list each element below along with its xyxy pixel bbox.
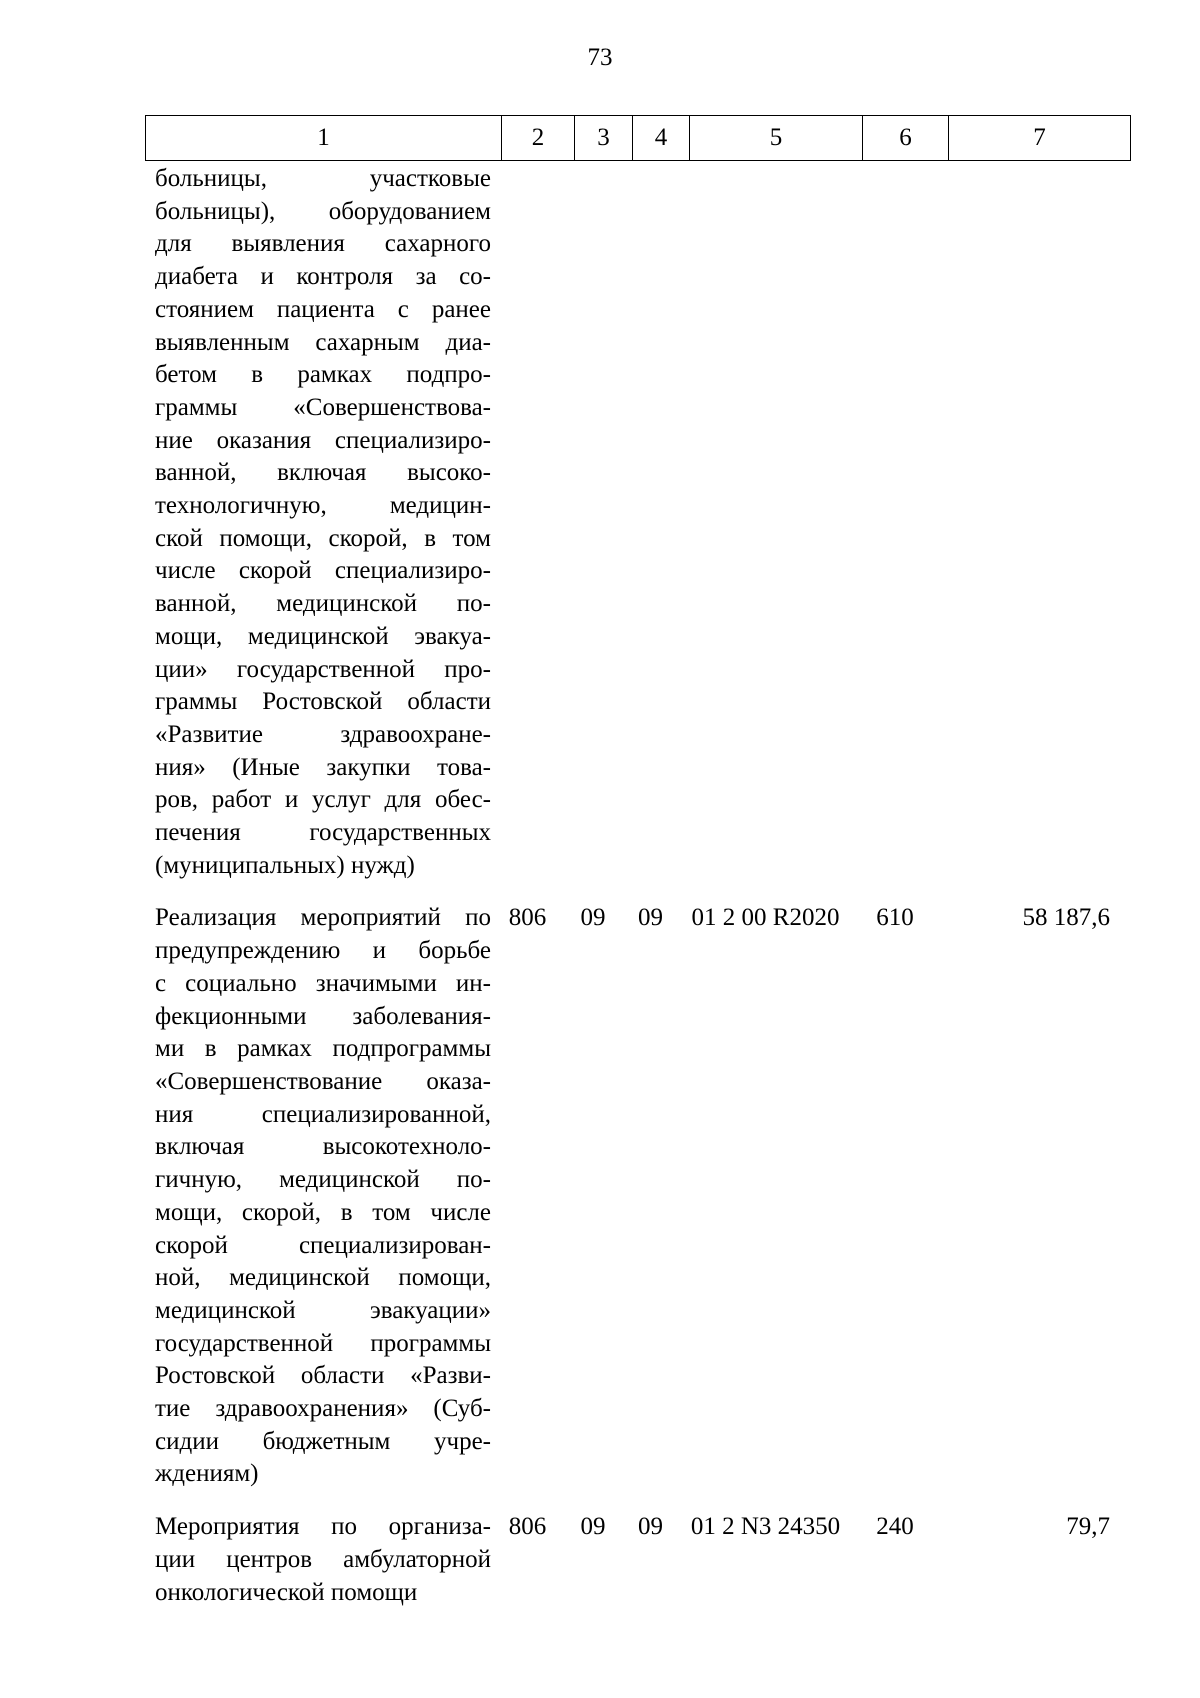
- description-line: тие здравоохранения» (Суб-: [155, 1395, 491, 1423]
- header-row: [146, 116, 1131, 161]
- description-line: включая высокотехноло-: [155, 1133, 491, 1161]
- row-target-item-code: 01 2 N3 24350: [690, 1513, 841, 1541]
- description-line: гичную, медицинской по-: [155, 1166, 491, 1194]
- description-line: Мероприятия по организа-: [155, 1513, 491, 1541]
- row-section-code: 09: [580, 904, 606, 932]
- row-section-code: 09: [580, 1513, 606, 1541]
- description-line: бетом в рамках подпро-: [155, 361, 491, 389]
- description-line: Ростовской области «Разви-: [155, 1362, 491, 1390]
- description-line: ния» (Иные закупки това-: [155, 753, 491, 781]
- row-ministry-code: 806: [508, 1513, 547, 1541]
- description-line: больницы, участковые: [155, 165, 491, 192]
- description-line: ждениям): [155, 1460, 259, 1488]
- description-line: сидии бюджетным учре-: [155, 1427, 491, 1455]
- description-line: больницы), оборудованием: [155, 197, 491, 225]
- description-line: мощи, медицинской эвакуа-: [155, 622, 491, 650]
- description-line: Реализация мероприятий по: [155, 904, 491, 932]
- row-expense-type-code: 240: [876, 1513, 914, 1541]
- row-amount: 58 187,6: [1022, 904, 1110, 932]
- description-line: диабета и контроля за со-: [155, 263, 491, 291]
- row-expense-type-code: 610: [876, 904, 914, 932]
- description-line: государственной программы: [155, 1329, 491, 1357]
- description-line: выявленным сахарным диа-: [155, 328, 491, 356]
- description-line: печения государственных: [155, 819, 491, 847]
- description-line: предупреждению и борьбе: [155, 937, 491, 965]
- description-line: ния специализированной,: [155, 1100, 491, 1128]
- description-line: скорой специализирован-: [155, 1231, 491, 1259]
- row-subsection-code: 09: [638, 1513, 663, 1541]
- header-col-3: 3: [575, 116, 633, 161]
- table-row: [145, 163, 1130, 882]
- description-line: ции» государственной про-: [155, 655, 491, 683]
- description-line: граммы Ростовской области: [155, 688, 491, 716]
- description-line: ной, медицинской помощи,: [155, 1264, 491, 1292]
- row-amount: 79,7: [1066, 1513, 1110, 1541]
- description-line: ми в рамках подпрограммы: [155, 1035, 491, 1063]
- header-col-1: 1: [146, 116, 502, 161]
- table-row: [145, 1511, 1130, 1609]
- header-col-2: 2: [502, 116, 575, 161]
- row-ministry-code: 806: [508, 904, 547, 932]
- description-line: числе скорой специализиро-: [155, 557, 491, 585]
- header-col-7: 7: [949, 116, 1131, 161]
- description-line: ние оказания специализиро-: [155, 426, 491, 454]
- header-col-4: 4: [633, 116, 690, 161]
- header-col-5: 5: [690, 116, 863, 161]
- description-line: для выявления сахарного: [155, 230, 491, 258]
- description-line: мощи, скорой, в том числе: [155, 1198, 491, 1226]
- description-line: стоянием пациента с ранее: [155, 295, 491, 323]
- description-line: ской помощи, скорой, в том: [155, 524, 491, 552]
- row-description: [145, 1511, 491, 1609]
- description-line: ванной, включая высоко-: [155, 459, 491, 487]
- description-line: (муниципальных) нужд): [155, 851, 415, 879]
- description-line: технологичную, медицин-: [155, 492, 491, 520]
- description-line: «Развитие здравоохране-: [155, 720, 491, 748]
- description-line: ции центров амбулаторной: [155, 1545, 491, 1573]
- table-row: [145, 902, 1130, 1491]
- page-number: 73: [587, 44, 613, 71]
- row-description: [145, 902, 491, 1491]
- description-line: фекционными заболевания-: [155, 1002, 491, 1030]
- description-line: онкологической помощи: [155, 1578, 418, 1606]
- row-target-item-code: 01 2 00 R2020: [691, 904, 840, 932]
- table-header: [145, 115, 1131, 161]
- description-line: ров, работ и услуг для обес-: [155, 786, 491, 814]
- description-line: медицинской эвакуации»: [155, 1296, 491, 1324]
- description-line: ванной, медицинской по-: [155, 590, 491, 618]
- row-description: [145, 163, 491, 882]
- table-body: [145, 163, 1130, 1629]
- row-subsection-code: 09: [638, 904, 663, 932]
- description-line: граммы «Совершенствова-: [155, 393, 491, 421]
- header-col-6: 6: [863, 116, 949, 161]
- description-line: с социально значимыми ин-: [155, 969, 491, 997]
- description-line: «Совершенствование оказа-: [155, 1067, 491, 1095]
